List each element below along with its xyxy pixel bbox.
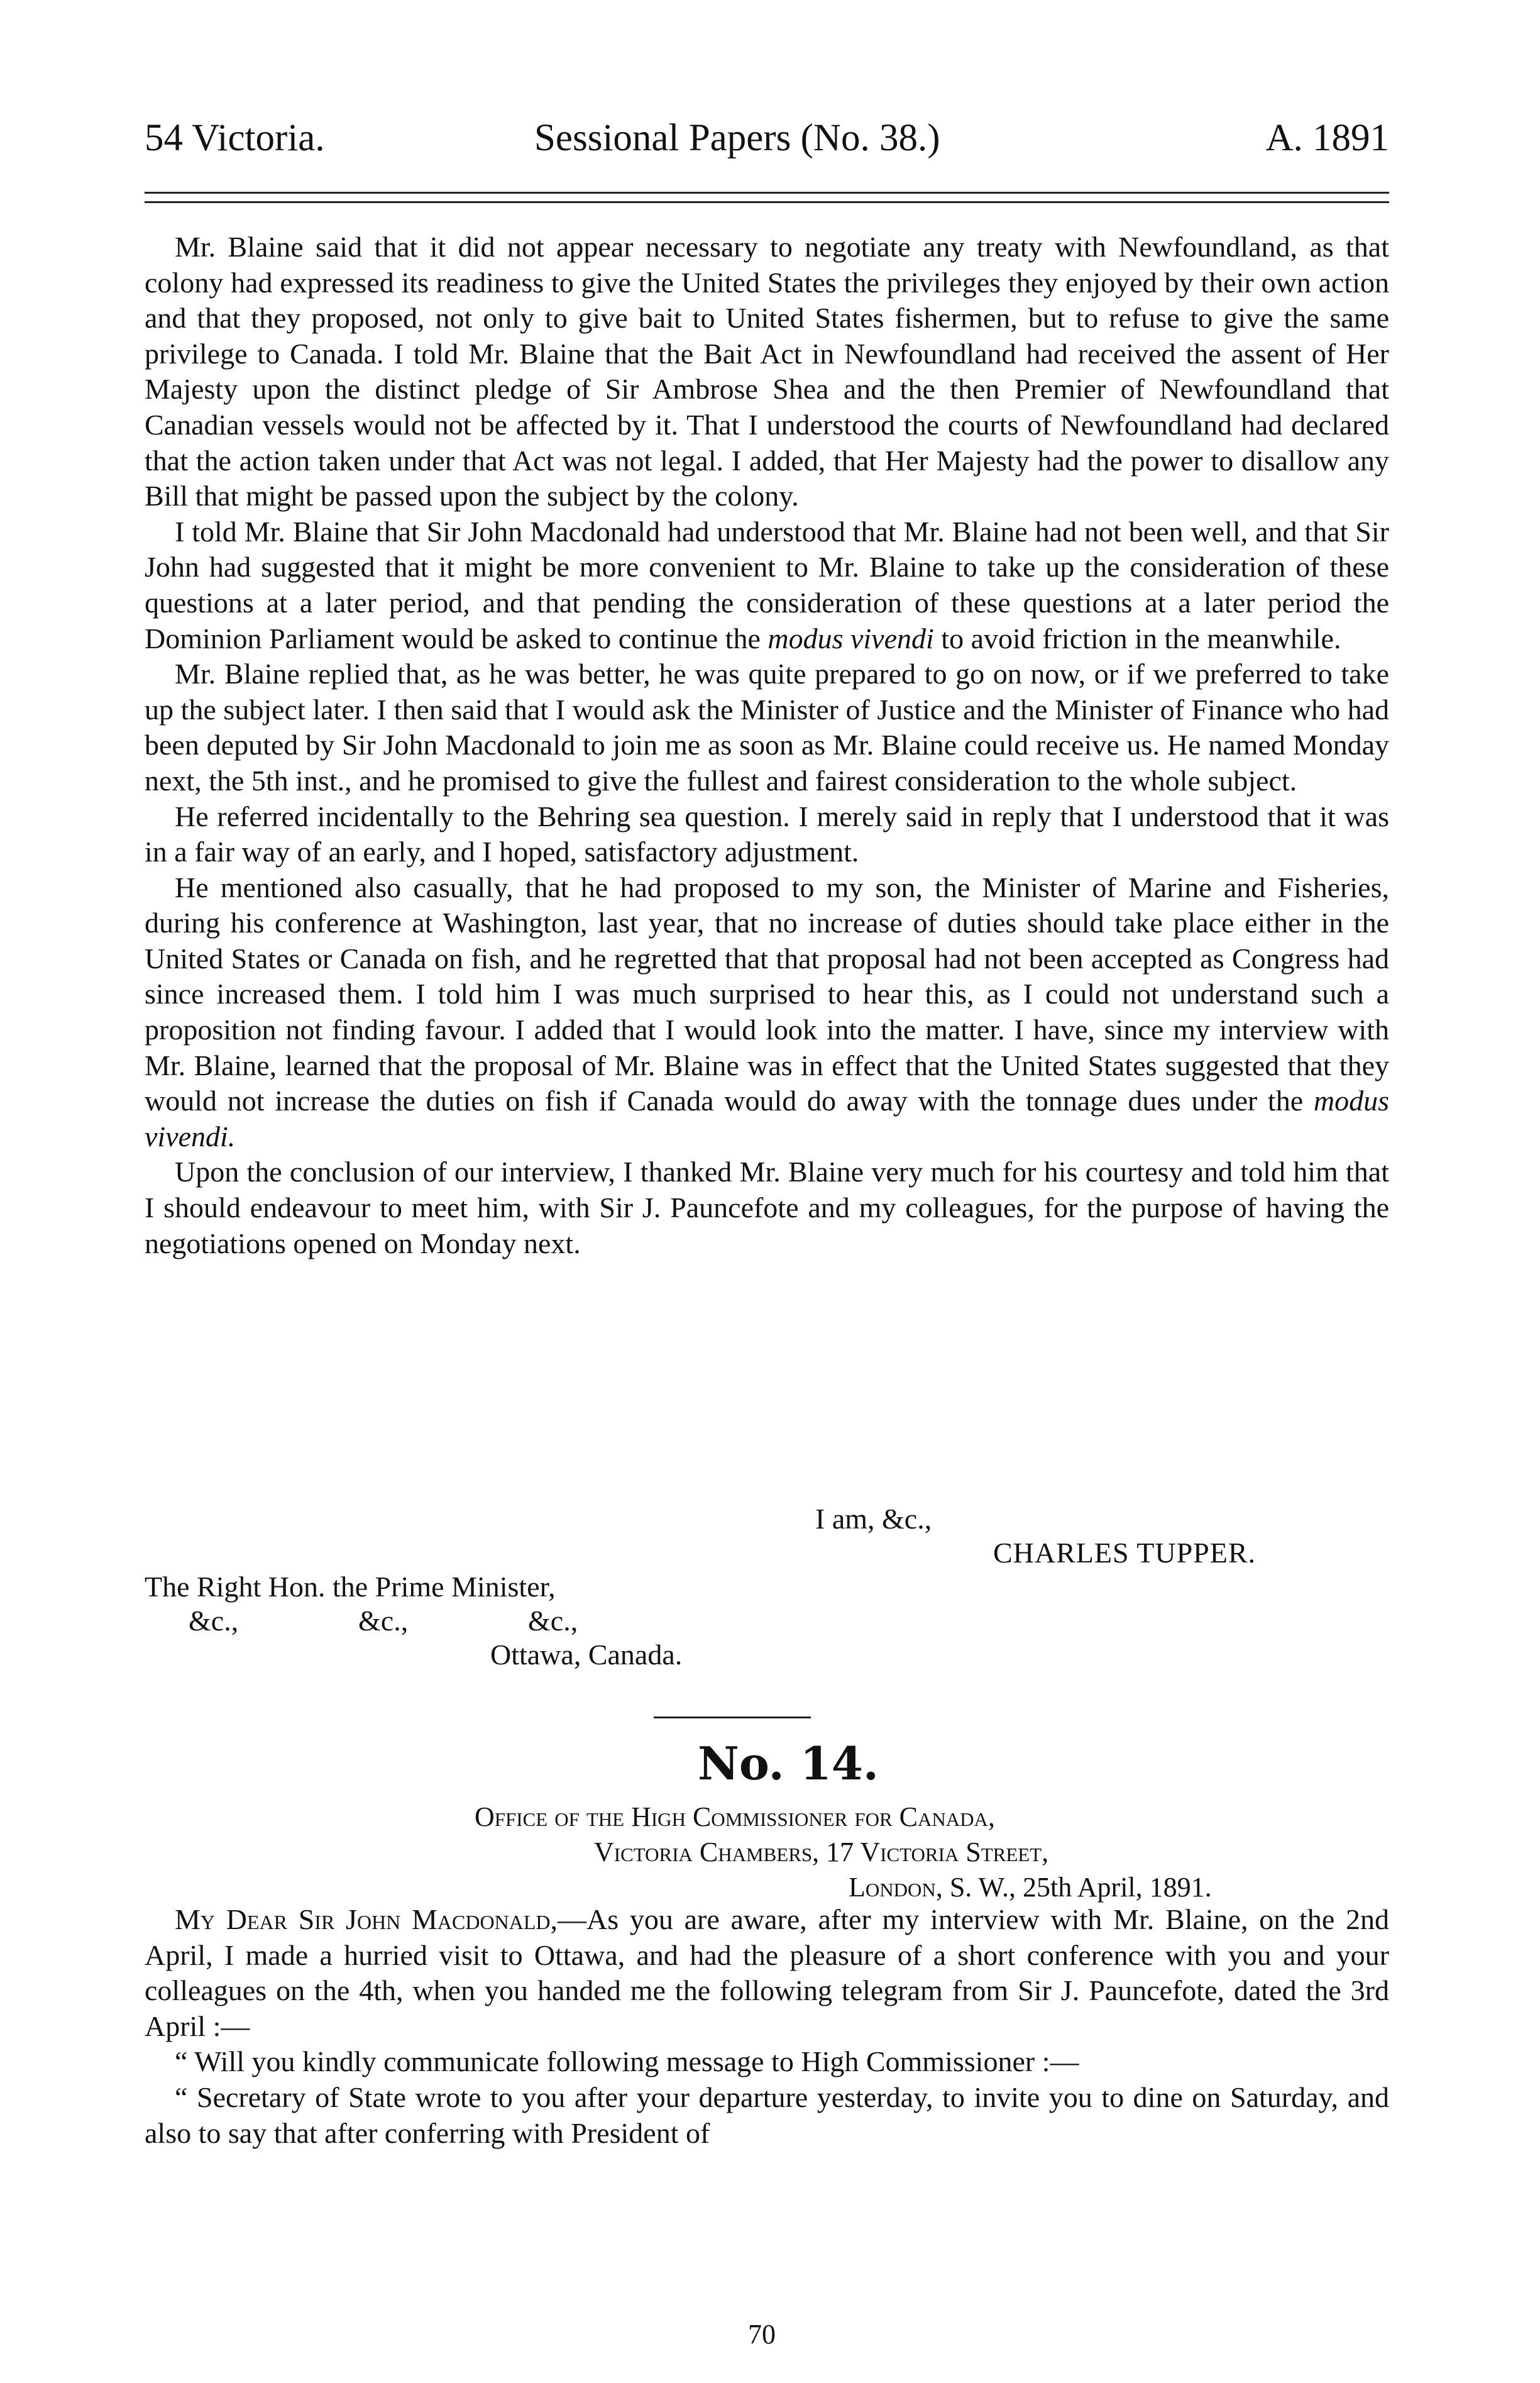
header-sessional-papers: Sessional Papers (No. 38.) (534, 117, 940, 159)
paragraph: “ Will you kindly communicate following message to High Commissioner :— (175, 2045, 1079, 2078)
closing-salutation: I am, &c., (815, 1503, 932, 1535)
addressee-etc: &c., (358, 1605, 409, 1637)
document-number-heading: No. 14. (698, 1737, 879, 1790)
paragraph: “ Secretary of State wrote to you after your departure yesterday, to invite you to dine on Saturday, and also to say that after conferring with President of (145, 2081, 1389, 2149)
office-date-line: London, S. W., 25th April, 1891. (849, 1872, 1212, 1903)
letter-body (145, 229, 1389, 1261)
paragraph: My Dear Sir John Macdonald,—As you are aware, after my interview with Mr. Blaine, on the 2nd April, I made a hurried visit to Ottawa, and had the pleasure of a short conference with you and your colleagues on the 4th, when you handed me the following telegram from Sir J. Pauncefote, dated the 3rd April :— (145, 1903, 1389, 2042)
addressee-location: Ottawa, Canada. (490, 1639, 683, 1671)
addressee-line: The Right Hon. the Prime Minister, (145, 1571, 556, 1603)
paragraph: He referred incidentally to the Behring sea question. I merely said in reply that I understood that it was in a fair way of an early, and I hoped, satisfactory adjustment. (145, 800, 1389, 868)
running-header (145, 110, 1389, 167)
addressee-etc: &c., (189, 1605, 239, 1637)
header-rule-top (145, 192, 1389, 194)
letter-no-14 (145, 1902, 1389, 2151)
header-session: 54 Victoria. (145, 117, 325, 159)
header-year: A. 1891 (1265, 117, 1389, 159)
paragraph: Upon the conclusion of our interview, I thanked Mr. Blaine very much for his courtesy and told him that I should endeavour to meet him, with Sir J. Pauncefote and my colleagues, for the purpose of having the negotiations opened on Monday next. (145, 1156, 1389, 1259)
section-divider (654, 1717, 811, 1718)
paragraph: Mr. Blaine replied that, as he was better, he was quite prepared to go on now, or if we preferred to take up the subject later. I then said that I would ask the Minister of Justice and the Minister of Finance who had been deputed by Sir John Macdonald to join me as soon as Mr. Blaine could receive us. He named Monday next, the 5th inst., and he promised to give the fullest and fairest consideration to the whole subject. (145, 658, 1389, 797)
header-rule-bottom (145, 201, 1389, 203)
signature: CHARLES TUPPER. (993, 1537, 1257, 1569)
office-line: Office of the High Commissioner for Canada, (475, 1801, 995, 1832)
addressee-etc: &c., (528, 1605, 578, 1637)
paragraph: Mr. Blaine said that it did not appear necessary to negotiate any treaty with Newfoundland, as that colony had expressed its readiness to give the United States the privileges they enjoyed by their own action and that they proposed, not only to give bait to United States fishermen, but to refuse to give the same privilege to Canada. I told Mr. Blaine that the Bait Act in Newfoundland had received the assent of Her Majesty upon the distinct pledge of Sir Ambrose Shea and the then Premier of Newfoundland that Canadian vessels would not be affected by it. That I understood the courts of Newfoundland had declared that the action taken under that Act was not legal. I added, that Her Majesty had the power to disallow any Bill that might be passed upon the subject by the colony. (145, 231, 1389, 512)
paragraph: I told Mr. Blaine that Sir John Macdonald had understood that Mr. Blaine had not been well, and that Sir John had suggested that it might be more convenient to Mr. Blaine to take up the consideration of these questions at a later period, and that pending the consideration of these questions at a later period the Dominion Parliament would be asked to continue the modus vivendi to avoid friction in the meanwhile. (145, 515, 1389, 655)
office-address-line: Victoria Chambers, 17 Victoria Street, (594, 1837, 1049, 1867)
paragraph: He mentioned also casually, that he had proposed to my son, the Minister of Marine and Fisheries, during his conference at Washington, last year, that no increase of duties should take place either in the United States or Canada on fish, and he regretted that that proposal had not been accepted as Congress had since increased them. I told him I was much surprised to hear this, as I could not understand such a proposition not finding favour. I added that I would look into the matter. I have, since my interview with Mr. Blaine, learned that the proposal of Mr. Blaine was in effect that the United States suggested that they would not increase the duties on fish if Canada would do away with the tonnage dues under the modus vivendi. (145, 871, 1389, 1153)
page-number: 70 (748, 2319, 776, 2350)
